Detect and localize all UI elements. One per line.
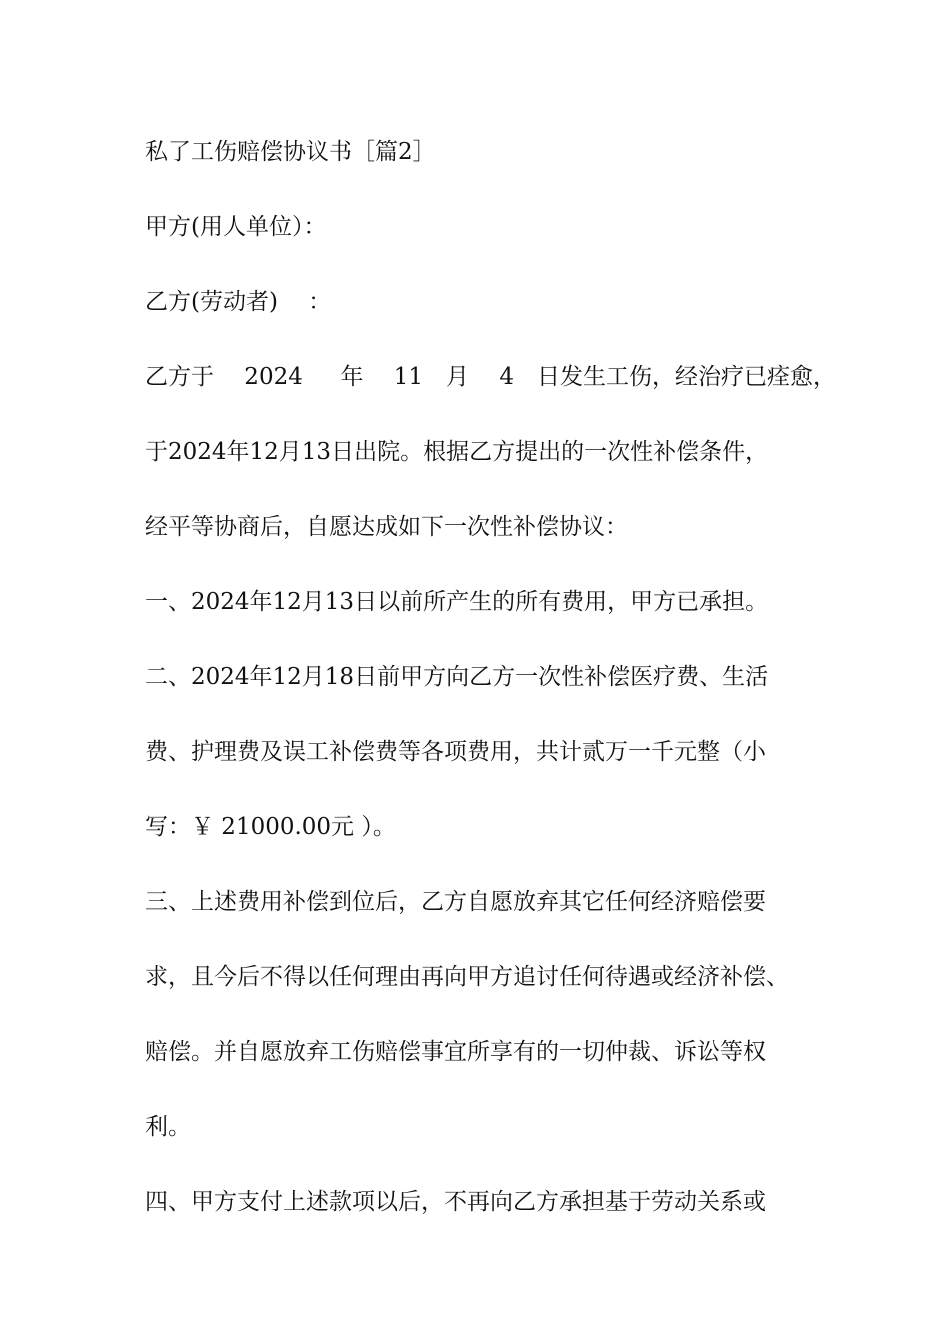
clause-2-line: 写：￥ 21000.00元 ）。: [145, 814, 396, 840]
document-title: 私了工伤赔偿协议书［篇2］: [145, 139, 436, 165]
clause-4-line: 四、甲方支付上述款项以后，不再向乙方承担基于劳动关系或: [145, 1189, 766, 1215]
clause-3-line: 利。: [145, 1114, 191, 1140]
clause-1-line: 一、2024年12月13日以前所产生的所有费用，甲方已承担。: [145, 589, 769, 615]
clause-3-line: 求，且今后不得以任何理由再向甲方追讨任何待遇或经济补偿、: [145, 964, 789, 990]
paragraph-line: 经平等协商后，自愿达成如下一次性补偿协议：: [145, 514, 628, 540]
clause-2-line: 二、2024年12月18日前甲方向乙方一次性补偿医疗费、生活: [145, 664, 769, 690]
paragraph-line: 于2024年12月13日出院。根据乙方提出的一次性补偿条件，: [145, 439, 769, 465]
clause-2-line: 费、护理费及误工补偿费等各项费用，共计贰万一千元整（小: [145, 739, 766, 765]
party-b-line: 乙方(劳动者) ：: [145, 289, 332, 315]
party-a-line: 甲方(用人单位）：: [145, 214, 327, 240]
clause-3-line: 三、上述费用补偿到位后，乙方自愿放弃其它任何经济赔偿要: [145, 889, 766, 915]
clause-3-line: 赔偿。并自愿放弃工伤赔偿事宜所享有的一切仲裁、诉讼等权: [145, 1039, 766, 1065]
paragraph-line: 乙方于 2024 年 11 月 4 日发生工伤，经治疗已痊愈，: [145, 364, 836, 390]
